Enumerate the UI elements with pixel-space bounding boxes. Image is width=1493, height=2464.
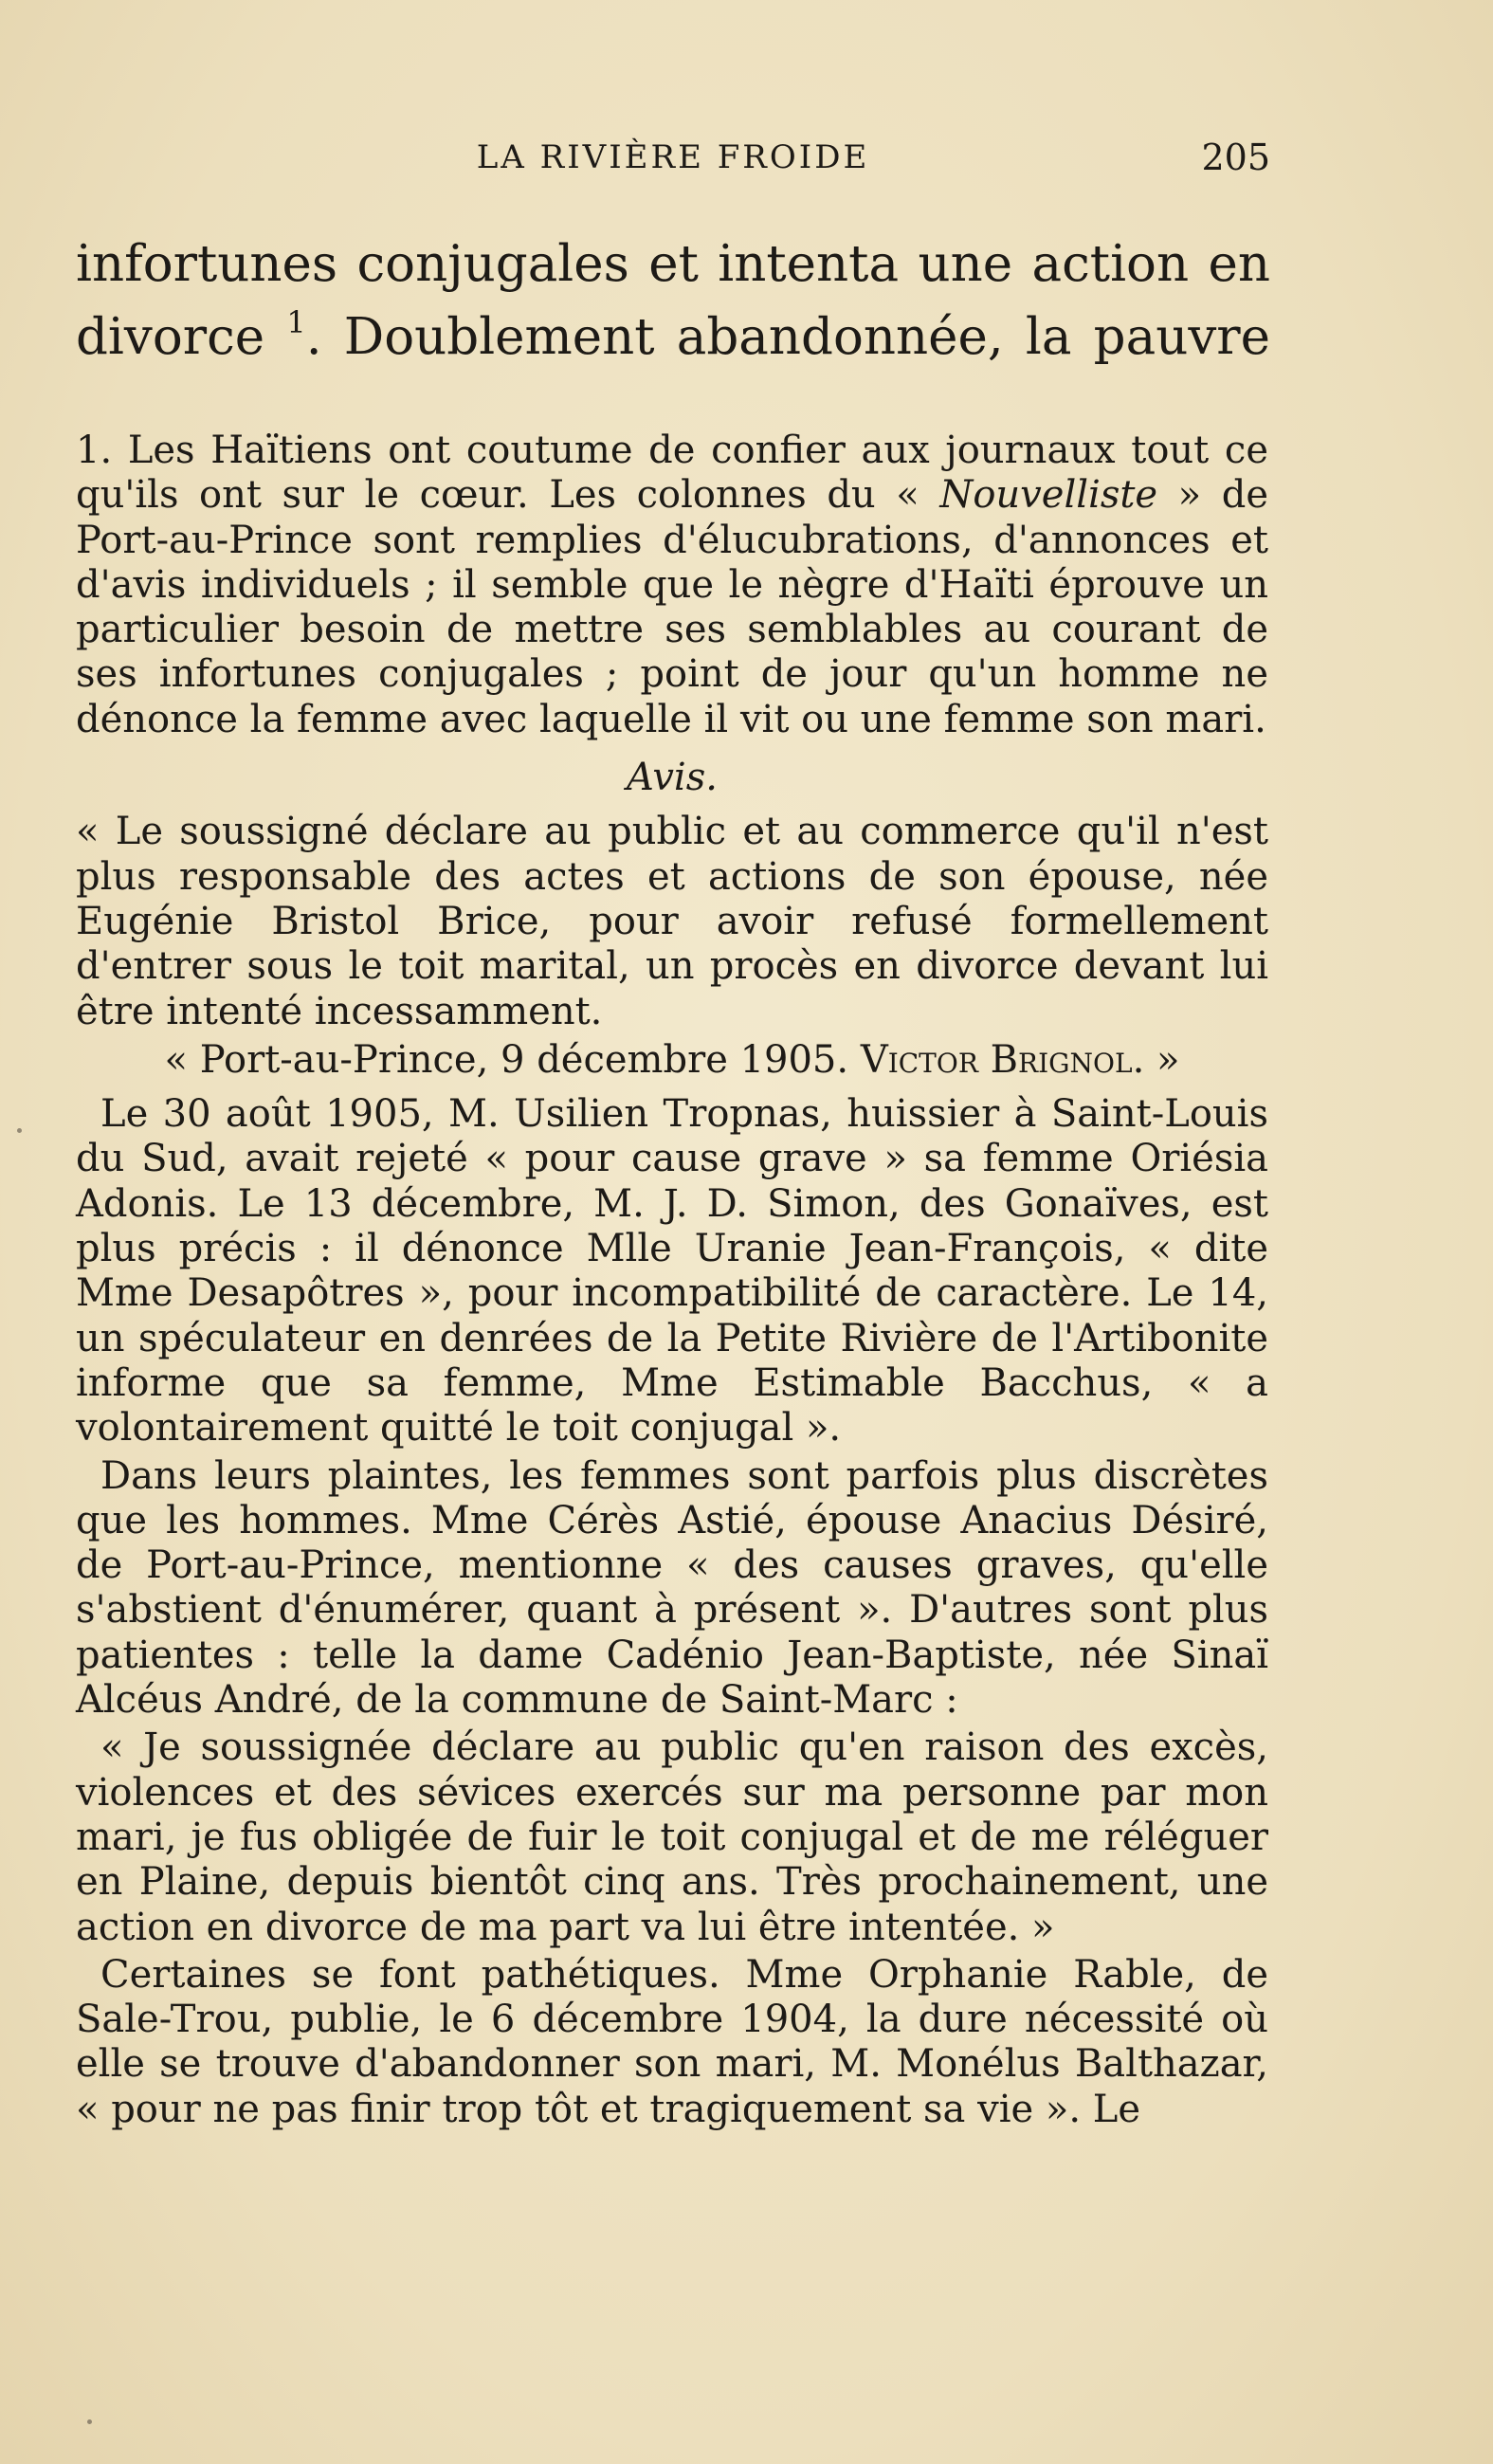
avis-signature-line <box>76 1038 1268 1083</box>
running-title: LA RIVIÈRE FROIDE <box>476 138 870 176</box>
footnote-intro <box>76 429 1268 742</box>
main-text-line-1: infortunes conjugales et intenta une action en <box>76 235 1270 293</box>
main-text-line-2 <box>76 301 1270 374</box>
paper-speck <box>87 2419 92 2424</box>
footnote-intro-end: » de Port-au-Prince sont remplies d'élucubrations, d'annonces et d'avis individuels ; il semble que le nègre d'Haïti éprouve un particulier besoin de mettre ses semblables au courant de ses infortunes conjugales ; point de jour qu'un homme ne dénonce la femme avec laquelle il vit ou une femme son mari. <box>76 473 1269 741</box>
paper-speck <box>17 1128 22 1133</box>
footnote-paragraph-3: Dans leurs plaintes, les femmes sont parfois plus discrètes que les hommes. Mme Cérès Astié, épouse Anacius Désiré, de Port-au-Prince, mentionne « des causes graves, qu'elle s'abstient d'énumérer, quant à présent ». D'autres sont plus patientes : telle la dame Cadénio Jean-Baptiste, née Sinaï Alcéus André, de la commune de Saint-Marc : <box>76 1453 1268 1723</box>
avis-heading: Avis. <box>627 756 718 800</box>
avis-close: » <box>1144 1037 1180 1082</box>
main-text-line-2-end: . Doublement abandonnée, la pauvre <box>305 308 1270 366</box>
footnote-quote: « Je soussignée déclare au public qu'en raison des excès, violences et des sévices exercés sur ma personne par mon mari, je fus obligée de fuir le toit conjugal et de me réléguer en Plaine, depuis bientôt cinq ans. Très prochainement, une action en divorce de ma part va lui être intentée. » <box>76 1725 1268 1949</box>
main-text <box>76 228 1270 374</box>
newspaper-name: Nouvelliste <box>939 473 1158 518</box>
avis-signature: Victor Brignol. <box>860 1037 1145 1082</box>
footnote-reference: 1 <box>286 304 306 340</box>
footnote-paragraph-4: Certaines se font pathétiques. Mme Orphanie Rable, de Sale-Trou, publie, le 6 décembre 1904, la dure nécessité où elle se trouve d'abandonner son mari, M. Monélus Balthazar, « pour ne pas finir trop tôt et tragiquement sa vie ». Le <box>76 1952 1268 2131</box>
page-header <box>76 138 1270 186</box>
footnote-paragraph-2: Le 30 août 1905, M. Usilien Tropnas, huissier à Saint-Louis du Sud, avait rejeté « pour cause grave » sa femme Oriésia Adonis. Le 13 décembre, M. J. D. Simon, des Gonaïves, est plus précis : il dénonce Mlle Uranie Jean-François, « dite Mme Desapôtres », pour incompatibilité de caractère. Le 14, un spéculateur en denrées de la Petite Rivière de l'Artibonite informe que sa femme, Mme Estimable Bacchus, « a volontairement quitté le toit conjugal ». <box>76 1092 1268 1451</box>
page-number: 205 <box>1201 137 1270 178</box>
footnote-intro-start: 1. Les Haïtiens ont coutume de confier aux journaux tout ce qu'ils ont sur le cœur. Les colonnes du « <box>76 429 1268 518</box>
avis-text: « Le soussigné déclare au public et au commerce qu'il n'est plus responsable des actes et actions de son épouse, née Eugénie Bristol Brice, pour avoir refusé formellement d'entrer sous le toit marital, un procès en divorce devant lui être intenté incessamment. <box>76 810 1268 1033</box>
avis-place-date: « Port-au-Prince, 9 décembre 1905. <box>164 1037 861 1082</box>
main-text-line-2-start: divorce <box>76 308 287 366</box>
footnote <box>76 429 1268 2132</box>
